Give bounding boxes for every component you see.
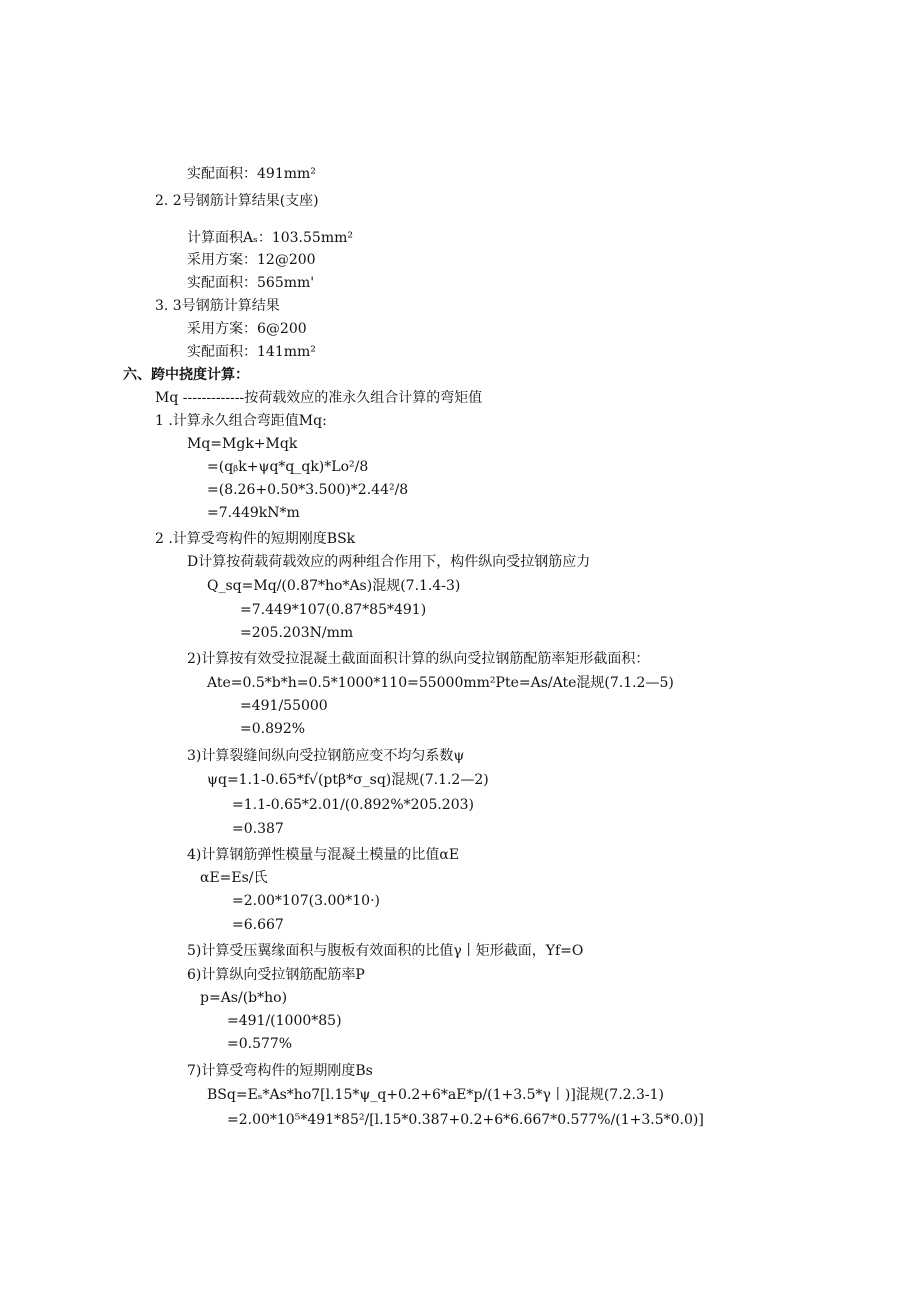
formula-line: =491/(1000*85) (227, 1013, 342, 1029)
formula-line: =7.449*107(0.87*85*491) (240, 602, 427, 618)
formula-line: =0.892% (240, 721, 306, 737)
text-line: 6)计算纵向受拉钢筋配筋率P (187, 967, 365, 983)
formula-line: BSq=Eₛ*As*ho7[l.15*ψ_q+0.2+6*aE*p/(1+3.5*γ丨)]混规(7.2.3-1) (207, 1087, 665, 1103)
text-line: 实配面积：565mm' (187, 275, 315, 291)
formula-line: =(qᵦk+ψq*q_qk)*Lo²/8 (207, 459, 369, 475)
formula-line: =(8.26+0.50*3.500)*2.44²/8 (207, 482, 409, 498)
formula-line: =491/55000 (240, 698, 328, 714)
text-line: 2)计算按有效受拉混凝土截面面积计算的纵向受拉钢筋配筋率矩形截面积： (187, 651, 650, 667)
section-heading: 3. 3号钢筋计算结果 (155, 298, 280, 314)
text-line: Mq -------------按荷载效应的准永久组合计算的弯矩值 (155, 390, 483, 406)
formula-line: Ate=0.5*b*h=0.5*1000*110=55000mm²Pte=As/Ate混规(7.1.2—5) (207, 675, 674, 691)
formula-line: =0.387 (232, 821, 284, 837)
formula-line: =2.00*10⁵*491*85²/[l.15*0.387+0.2+6*6.667*0.577%/(1+3.5*0.0)] (227, 1112, 704, 1128)
text-line: 5)计算受压翼缘面积与腹板有效面积的比值γ丨矩形截面，Yf=O (187, 943, 584, 959)
formula-line: Q_sq=Mq/(0.87*ho*As)混规(7.1.4-3) (207, 578, 461, 594)
text-line: 计算面积Aₛ：103.55mm² (187, 230, 353, 246)
text-line: 采用方案：12@200 (187, 252, 316, 268)
section-heading: 2. 2号钢筋计算结果(支座) (155, 193, 319, 209)
section-heading: 2 .计算受弯构件的短期刚度BSk (155, 531, 356, 547)
formula-line: =1.1-0.65*2.01/(0.892%*205.203) (232, 797, 474, 813)
text-line: 4)计算钢筋弹性模量与混凝土模量的比值αE (187, 847, 460, 863)
formula-line: ψq=1.1-0.65*f√(ptβ*σ_sq)混规(7.1.2—2) (207, 772, 489, 788)
section-heading: 1 .计算永久组合弯距值Mq: (155, 413, 327, 429)
chapter-heading: 六、跨中挠度计算： (123, 367, 249, 383)
text-line: 采用方案：6@200 (187, 321, 307, 337)
text-line: 3)计算裂缝间纵向受拉钢筋应变不均匀系数ψ (187, 748, 465, 764)
text-line: 实配面积：491mm² (187, 166, 316, 182)
text-line: D计算按荷载荷载效应的两种组合作用下，构件纵向受拉钢筋应力 (187, 554, 591, 570)
formula-line: =205.203N/mm (240, 625, 354, 641)
formula-line: Mq=Mgk+Mqk (187, 436, 298, 452)
formula-line: =6.667 (232, 917, 284, 933)
formula-line: p=As/(b*ho) (200, 990, 288, 1006)
formula-line: αE=Es/氏 (200, 870, 268, 886)
text-line: 实配面积：141mm² (187, 344, 316, 360)
formula-line: =2.00*107(3.00*10·) (232, 893, 380, 909)
formula-line: =7.449kN*m (207, 505, 300, 521)
text-line: 7)计算受弯构件的短期刚度Bs (187, 1063, 373, 1079)
formula-line: =0.577% (227, 1036, 293, 1052)
